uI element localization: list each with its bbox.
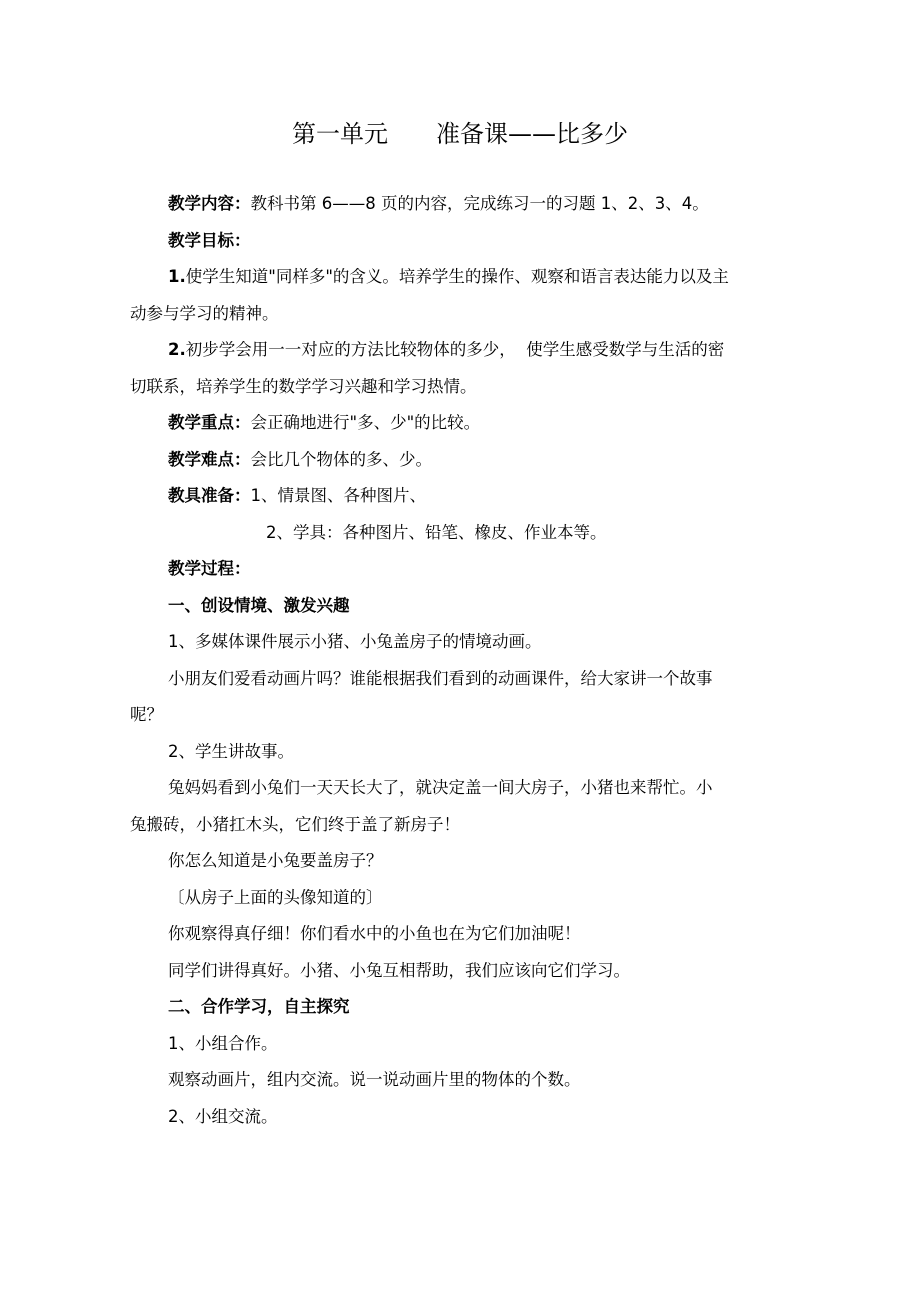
teaching-aids-paragraph	[130, 478, 795, 515]
section-2-text: 观察动画片，组内交流。说一说动画片里的物体的个数。	[168, 1070, 581, 1089]
section-1-item-2: 2、学生讲故事。	[168, 741, 294, 761]
section-1-summary: 同学们讲得真好。小猪、小兔互相帮助，我们应该向它们学习。	[168, 960, 630, 980]
teaching-goals-label: 教学目标：	[168, 230, 251, 250]
goal-1-line-1	[130, 259, 795, 296]
section-2-heading: 二、合作学习，自主探究	[168, 997, 350, 1016]
student-answer: 〔从房子上面的头像知道的〕	[168, 887, 383, 907]
page-title: 第一单元 准备课——比多少	[292, 120, 628, 148]
key-point-label: 教学重点：	[168, 413, 251, 432]
teaching-content-paragraph	[130, 186, 795, 223]
section-2-item-1: 1、小组合作。	[168, 1033, 278, 1053]
key-point-text: 会正确地进行"多、少"的比较。	[250, 413, 481, 432]
goal-1-line-2: 动参与学习的精神。	[130, 303, 279, 323]
difficulty-paragraph	[130, 442, 795, 479]
goal-1-text: 使学生知道"同样多"的含义。培养学生的操作、观察和语言表达能力以及主	[185, 267, 729, 286]
goal-2-text: 初步学会用一一对应的方法比较物体的多少， 使学生感受数学与生活的密	[185, 340, 725, 359]
section-1-heading: 一、创设情境、激发兴趣	[168, 595, 350, 615]
section-1-question-line-1: 小朋友们爱看动画片吗？谁能根据我们看到的动画课件，给大家讲一个故事	[168, 668, 713, 688]
difficulty-label: 教学难点：	[168, 449, 251, 469]
goal-2-line-1	[130, 332, 795, 369]
goal-2-number: 2.	[168, 340, 186, 359]
document-body	[130, 186, 795, 1135]
key-point-paragraph	[130, 405, 795, 442]
teaching-content-label: 教学内容：	[168, 194, 251, 213]
teaching-process-label: 教学过程：	[168, 559, 251, 578]
section-1-question-line-2: 呢？	[130, 705, 163, 724]
teaching-content-text: 教科书第 6——8 页的内容，完成练习一的习题 1、2、3、4。	[250, 194, 709, 213]
goal-1-number: 1.	[168, 267, 186, 286]
section-1-item-1: 1、多媒体课件展示小猪、小兔盖房子的情境动画。	[168, 632, 542, 651]
teaching-aids-item-1: 1、情景图、各种图片、	[250, 486, 426, 505]
story-line-1: 兔妈妈看到小兔们一天天长大了，就决定盖一间大房子，小猪也来帮忙。小	[168, 778, 713, 797]
teacher-question: 你怎么知道是小兔要盖房子？	[168, 851, 383, 870]
difficulty-text: 会比几个物体的多、少。	[250, 449, 432, 469]
story-line-2: 兔搬砖，小猪扛木头，它们终于盖了新房子！	[130, 814, 460, 834]
teacher-praise: 你观察得真仔细！你们看水中的小鱼也在为它们加油呢！	[168, 924, 581, 943]
goal-2-line-2: 切联系，培养学生的数学学习兴趣和学习热情。	[130, 376, 477, 396]
teaching-aids-label: 教具准备：	[168, 486, 251, 505]
teaching-aids-item-2: 2、学具：各种图片、铅笔、橡皮、作业本等。	[266, 522, 607, 542]
section-2-item-2: 2、小组交流。	[168, 1106, 278, 1126]
